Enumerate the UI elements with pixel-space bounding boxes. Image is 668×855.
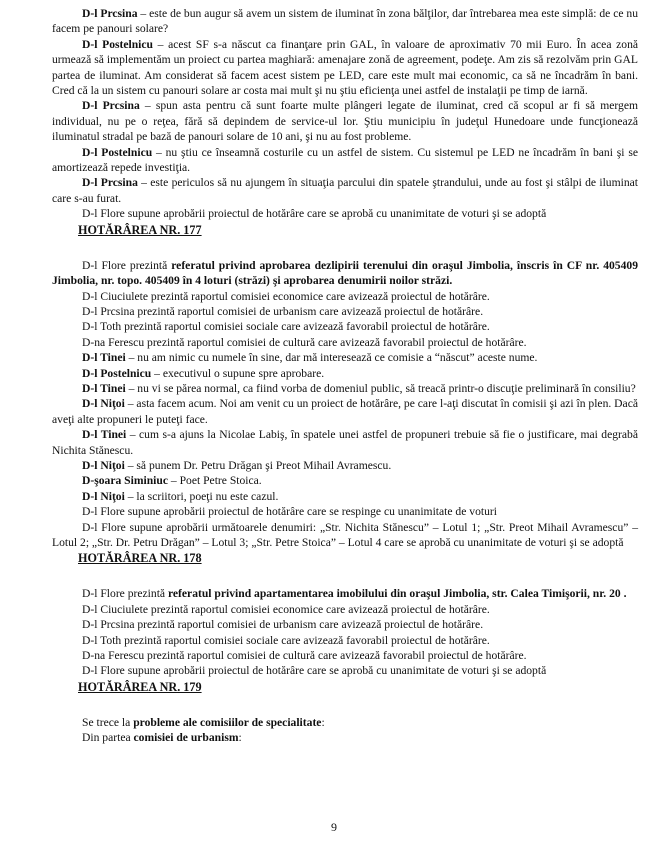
speech-text: – asta facem acum. Noi am venit cu un proiect de hotărâre, pe care l-aţi discutat în comisii şi azi în plen. Dacă aveţi alte propuneri le puteţi face. bbox=[52, 397, 638, 426]
speaker-name: D-l Postelnicu bbox=[82, 37, 153, 51]
speaker-name: D-l Tinei bbox=[82, 428, 127, 442]
discussion-block-2 bbox=[52, 289, 638, 551]
discussion-block-1 bbox=[52, 6, 638, 222]
speaker-name: D-l Niţoi bbox=[82, 458, 125, 472]
page-number: 9 bbox=[331, 820, 337, 834]
speech-paragraph bbox=[52, 145, 638, 176]
speech-text: – nu ştiu ce înseamnă costurile cu un astfel de sistem. Cu sistemul pe LED ne încadrăm în bani şi se amortizează repede investiţia. bbox=[52, 145, 639, 175]
speaker-name: D-l Prcsina bbox=[82, 176, 138, 190]
speech-paragraph bbox=[52, 427, 638, 458]
item-intro-177 bbox=[52, 258, 638, 289]
closing-line-1 bbox=[52, 715, 638, 730]
closing-subject: probleme ale comisiilor de specialitate bbox=[133, 715, 322, 729]
speech-paragraph bbox=[52, 37, 638, 99]
speech-paragraph bbox=[52, 648, 638, 663]
intro-end: . bbox=[620, 587, 627, 601]
speech-paragraph bbox=[52, 504, 638, 519]
speech-text: – executivul o supune spre aprobare. bbox=[151, 366, 325, 380]
speech-paragraph bbox=[52, 350, 638, 365]
speaker-name: D-l Tinei bbox=[82, 381, 126, 395]
speech-text: D-na Ferescu prezintă raportul comisiei de cultură care avizează favorabil proiectul de hotărâre. bbox=[82, 649, 527, 663]
speech-text: – Poet Petre Stoica. bbox=[168, 474, 262, 488]
intro-end: . bbox=[449, 274, 453, 288]
intro-subject: referatul privind apartamentarea imobilului din oraşul Jimbolia, str. Calea Timişorii, nr. 20 bbox=[167, 587, 621, 601]
speaker-name: D-şoara Siminiuc bbox=[82, 474, 168, 488]
speech-text: D-l Flore supune aprobării proiectul de hotărâre care se aprobă cu unanimitate de voturi şi se adoptă bbox=[82, 207, 547, 221]
closing-end: : bbox=[238, 731, 242, 745]
speech-text: D-l Toth prezintă raportul comisiei sociale care avizează favorabil proiectul de hotărâre. bbox=[82, 633, 490, 647]
speech-paragraph bbox=[52, 6, 638, 37]
speech-paragraph bbox=[52, 335, 638, 350]
speech-text: D-na Ferescu prezintă raportul comisiei de cultură care avizează favorabil proiectul de hotărâre. bbox=[82, 335, 527, 349]
decision-heading-179: HOTĂRÂREA NR. 179 bbox=[78, 679, 202, 694]
speech-text: – să punem Dr. Petru Drăgan şi Preot Mihail Avramescu. bbox=[124, 458, 392, 472]
speech-text: D-l Toth prezintă raportul comisiei sociale care avizează favorabil proiectul de hotărâre. bbox=[82, 320, 490, 334]
speech-text: – spun asta pentru că sunt foarte multe plângeri legate de iluminat, cred că scopul ar fi să mergem individual, nu pe o reţea, fără să depindem de service-ul lor. Ştiu municipiu în judeţul Hunedoare unde funcţionează iluminatul stradal pe bază de panouri solare de 10 ani, şi nu au fost probleme. bbox=[52, 99, 638, 144]
speech-paragraph bbox=[52, 489, 638, 504]
intro-subject: referatul privind aprobarea dezlipirii terenului din oraşul Jimbolia, înscris în CF nr. 405409 Jimbolia, nr. topo. 405409 în 4 loturi (străzi) şi aprobarea denumirii noilor străzi bbox=[52, 258, 638, 288]
speech-paragraph bbox=[52, 175, 638, 206]
speech-paragraph bbox=[52, 633, 638, 648]
speech-text: – este periculos să nu ajungem în situaţia parcului din spatele ştrandului, unde au fost şi stâlpi de iluminat care s-au furat. bbox=[52, 176, 638, 205]
speech-text: D-l Ciuciulete prezintă raportul comisiei economice care avizează proiectul de hotărâre. bbox=[82, 602, 490, 616]
speech-text: D-l Flore supune aprobării proiectul de hotărâre care se respinge cu unanimitate de voturi bbox=[82, 505, 497, 519]
speech-text: – nu am nimic cu numele în sine, dar mă interesează ce comisie a “născut” aceste nume. bbox=[125, 351, 538, 365]
speech-text: – la scriitori, poeţi nu este cazul. bbox=[124, 489, 279, 503]
decision-heading-177: HOTĂRÂREA NR. 177 bbox=[78, 222, 202, 237]
speech-text: D-l Flore supune aprobării următoarele denumiri: „Str. Nichita Stănescu” – Lotul 1; „Str. Preot Mihail Avramescu” – Lotul 2; „Str. Dr. Petru Drăgan” – Lotul 3; „Str. Petre Stoica” – Lotul 4 care se aprobă cu unanimitate de voturi şi se adoptă bbox=[52, 520, 638, 549]
speech-text: D-l Prcsina prezintă raportul comisiei de urbanism care avizează proiectul de hotărâre. bbox=[82, 304, 484, 318]
speech-text: D-l Flore supune aprobării proiectul de hotărâre care se aprobă cu unanimitate de voturi şi se adoptă bbox=[82, 664, 547, 678]
closing-prefix: Din partea bbox=[82, 731, 134, 745]
intro-prefix: D-l Flore prezintă bbox=[82, 258, 172, 272]
speech-paragraph bbox=[52, 206, 638, 221]
speech-text: – nu vi se părea normal, ca fiind vorba de domeniul public, să treacă printr-o discuţie preliminară în consiliu? bbox=[125, 381, 636, 395]
speech-paragraph bbox=[52, 396, 638, 427]
closing-prefix: Se trece la bbox=[82, 715, 134, 729]
closing-subject: comisiei de urbanism bbox=[133, 731, 239, 745]
speech-text: D-l Ciuciulete prezintă raportul comisiei economice care avizează proiectul de hotărâre. bbox=[82, 289, 490, 303]
speech-paragraph bbox=[52, 617, 638, 632]
discussion-block-3 bbox=[52, 602, 638, 679]
closing-line-2 bbox=[52, 730, 638, 745]
speech-paragraph bbox=[52, 602, 638, 617]
speech-paragraph bbox=[52, 289, 638, 304]
speech-paragraph bbox=[52, 366, 638, 381]
speech-paragraph bbox=[52, 458, 638, 473]
speech-paragraph bbox=[52, 304, 638, 319]
speaker-name: D-l Postelnicu bbox=[82, 366, 152, 380]
speech-text: D-l Prcsina prezintă raportul comisiei de urbanism care avizează proiectul de hotărâre. bbox=[82, 618, 484, 632]
document-body bbox=[52, 6, 638, 746]
intro-prefix: D-l Flore prezintă bbox=[82, 587, 168, 601]
speaker-name: D-l Prcsina bbox=[82, 7, 138, 20]
item-intro-179 bbox=[52, 586, 638, 601]
speaker-name: D-l Tinei bbox=[82, 351, 126, 365]
speaker-name: D-l Postelnicu bbox=[82, 145, 153, 159]
speech-text: – acest SF s-a născut ca finanţare prin GAL, în valoare de aproximativ 70 mii Euro. În acea zonă urmează să implementăm un proiect cu partea maghiară: amenajare zonă de agreement, podeţe. Am zis să rezolvăm prin GAL partea de iluminat. Am considerat să facem acest sistem pe LED, care este mult mai economic, ca să ne încadrăm în bani. Cred că la un sistem cu panouri solare ar costa mai mult şi nu ştiu eficienţa unei astfel de instalaţii pe timp de iarnă. bbox=[52, 37, 639, 98]
speech-paragraph bbox=[52, 473, 638, 488]
speaker-name: D-l Prcsina bbox=[82, 99, 140, 113]
speech-paragraph bbox=[52, 319, 638, 334]
speech-paragraph bbox=[52, 98, 638, 144]
speech-text: – este de bun augur să avem un sistem de iluminat în zona bălţilor, dar întrebarea mea este simplă: de ce nu facem pe panouri solare? bbox=[52, 7, 639, 36]
speech-paragraph bbox=[52, 520, 638, 551]
closing-end: : bbox=[321, 715, 325, 729]
speech-paragraph bbox=[52, 381, 638, 396]
speaker-name: D-l Niţoi bbox=[82, 489, 125, 503]
speech-text: – cum s-a ajuns la Nicolae Labiş, în spatele unei astfel de propuneri trebuie să fie o justificare, mai degrabă Nichita Stănescu. bbox=[52, 428, 638, 457]
speech-paragraph bbox=[52, 663, 638, 678]
speaker-name: D-l Niţoi bbox=[82, 397, 125, 411]
decision-heading-178: HOTĂRÂREA NR. 178 bbox=[78, 551, 202, 566]
